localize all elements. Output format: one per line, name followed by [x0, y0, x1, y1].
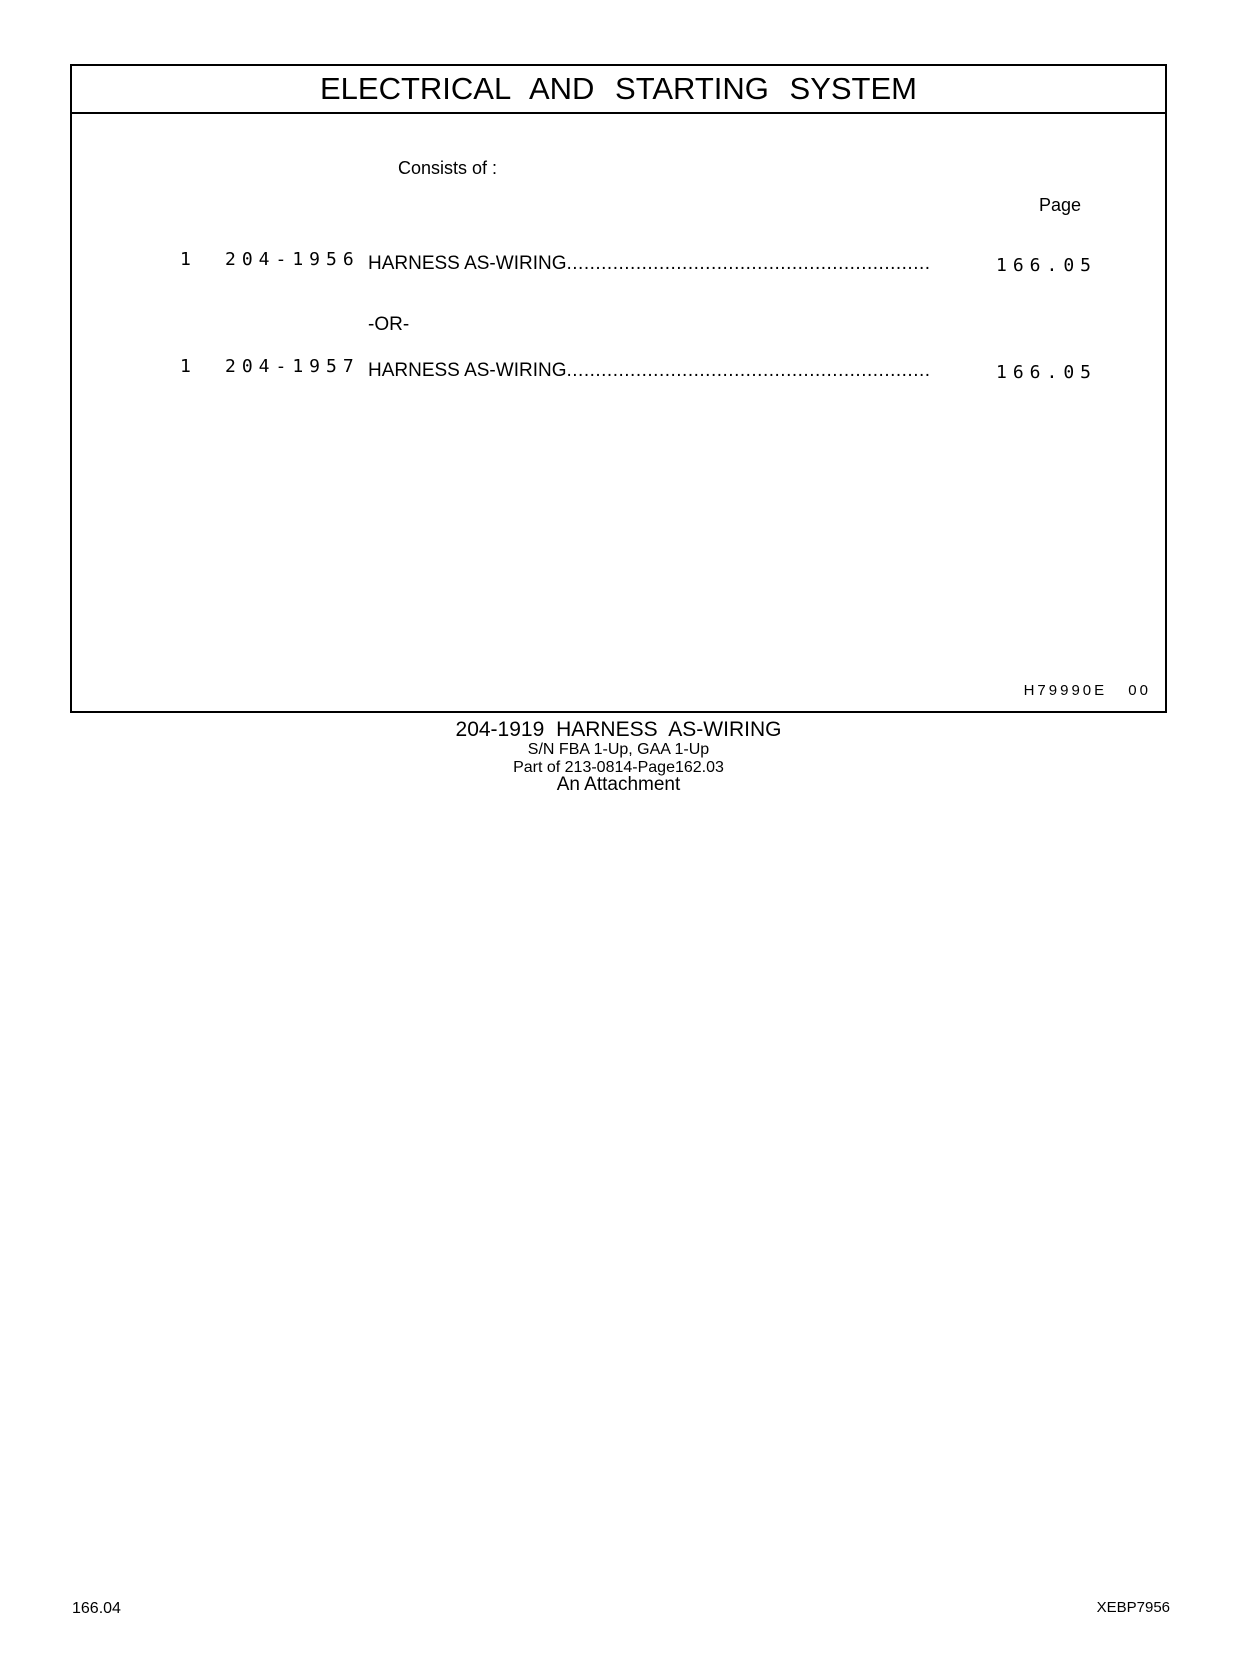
footer-page-number: 166.04 — [72, 1600, 121, 1617]
section-title: ELECTRICAL AND STARTING SYSTEM — [72, 66, 1165, 114]
page-column-heading: Page — [1039, 195, 1082, 215]
item-page-reference[interactable]: 166.05 — [996, 362, 1098, 383]
parts-frame — [70, 64, 1167, 713]
caption-part-of: Part of 213-0814-Page162.03 — [513, 759, 724, 776]
item-quantity: 1 — [180, 356, 191, 377]
caption-serial-numbers: S/N FBA 1-Up, GAA 1-Up — [527, 741, 710, 758]
alternative-separator: -OR- — [368, 314, 410, 335]
item-description-text: HARNESS AS-WIRING — [368, 360, 567, 381]
caption-title: 204-1919 HARNESS AS-WIRING — [455, 718, 782, 741]
parts-list-row — [72, 356, 1165, 386]
item-quantity: 1 — [180, 249, 191, 270]
item-page-reference[interactable]: 166.05 — [996, 255, 1098, 276]
parts-list-row — [72, 249, 1165, 279]
item-description-text: HARNESS AS-WIRING — [368, 253, 567, 274]
illustration-code: H79990E 00 — [1023, 682, 1151, 699]
dot-leader: ............................................................... — [566, 253, 931, 274]
consists-of-label: Consists of : — [398, 158, 498, 178]
caption-attachment: An Attachment — [556, 774, 681, 795]
item-description — [368, 253, 1028, 275]
item-description — [368, 360, 1028, 382]
item-part-number: 204-1957 — [225, 356, 360, 377]
dot-leader: ............................................................... — [566, 360, 931, 381]
item-part-number: 204-1956 — [225, 249, 360, 270]
footer-document-id: XEBP7956 — [1096, 1599, 1170, 1616]
